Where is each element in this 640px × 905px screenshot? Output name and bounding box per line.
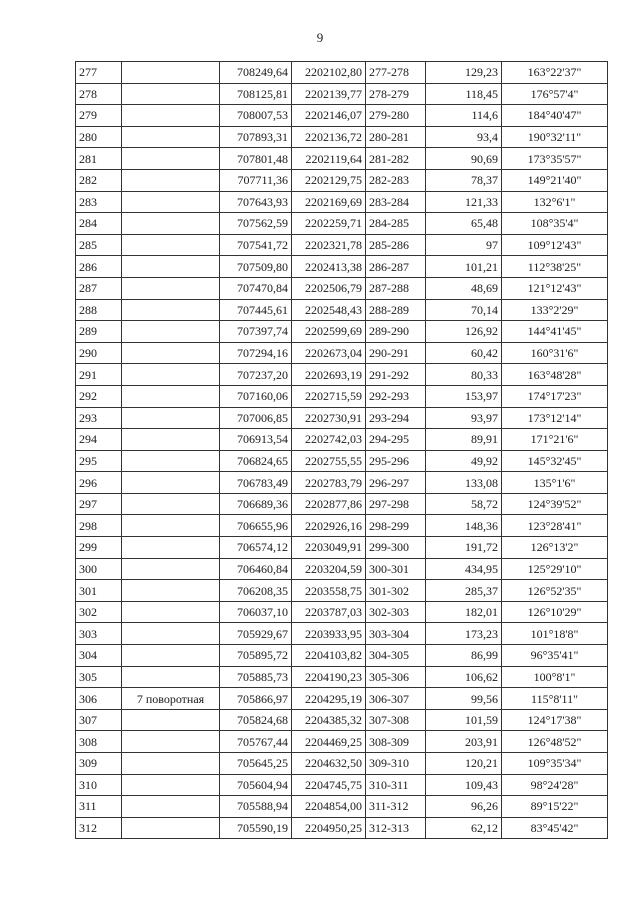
table-row (76, 537, 608, 559)
segment-cell: 286-287 (366, 256, 426, 278)
table-row (76, 148, 608, 170)
distance-cell: 133,08 (426, 472, 502, 494)
point-type-cell (122, 213, 220, 235)
segment-cell: 297-298 (366, 493, 426, 515)
segment-cell: 296-297 (366, 472, 426, 494)
y-coordinate-cell: 2202742,03 (292, 429, 366, 451)
point-number-cell: 302 (76, 601, 122, 623)
distance-cell: 60,42 (426, 342, 502, 364)
point-number-cell: 294 (76, 429, 122, 451)
point-type-cell (122, 83, 220, 105)
direction-angle-cell: 109°35'34" (502, 753, 608, 775)
direction-angle-cell: 132°6'1" (502, 191, 608, 213)
distance-cell: 86,99 (426, 645, 502, 667)
distance-cell: 101,21 (426, 256, 502, 278)
point-number-cell: 312 (76, 817, 122, 839)
direction-angle-cell: 149°21'40" (502, 169, 608, 191)
distance-cell: 62,12 (426, 817, 502, 839)
distance-cell: 203,91 (426, 731, 502, 753)
x-coordinate-cell: 708249,64 (220, 62, 292, 84)
point-number-cell: 278 (76, 83, 122, 105)
x-coordinate-cell: 707562,59 (220, 213, 292, 235)
direction-angle-cell: 121°12'43" (502, 277, 608, 299)
point-number-cell: 281 (76, 148, 122, 170)
distance-cell: 129,23 (426, 62, 502, 84)
segment-cell: 307-308 (366, 709, 426, 731)
table-row (76, 105, 608, 127)
point-number-cell: 296 (76, 472, 122, 494)
distance-cell: 93,97 (426, 407, 502, 429)
direction-angle-cell: 126°52'35" (502, 580, 608, 602)
segment-cell: 278-279 (366, 83, 426, 105)
segment-cell: 305-306 (366, 666, 426, 688)
table-row (76, 126, 608, 148)
distance-cell: 153,97 (426, 385, 502, 407)
x-coordinate-cell: 708125,81 (220, 83, 292, 105)
x-coordinate-cell: 707006,85 (220, 407, 292, 429)
point-type-cell (122, 191, 220, 213)
x-coordinate-cell: 707801,48 (220, 148, 292, 170)
x-coordinate-cell: 707445,61 (220, 299, 292, 321)
segment-cell: 291-292 (366, 364, 426, 386)
y-coordinate-cell: 2202673,04 (292, 342, 366, 364)
segment-cell: 309-310 (366, 753, 426, 775)
direction-angle-cell: 100°8'1" (502, 666, 608, 688)
y-coordinate-cell: 2202169,69 (292, 191, 366, 213)
point-number-cell: 307 (76, 709, 122, 731)
table-row (76, 385, 608, 407)
direction-angle-cell: 108°35'4" (502, 213, 608, 235)
y-coordinate-cell: 2202506,79 (292, 277, 366, 299)
x-coordinate-cell: 705895,72 (220, 645, 292, 667)
y-coordinate-cell: 2202413,38 (292, 256, 366, 278)
table-row (76, 796, 608, 818)
table-row (76, 277, 608, 299)
distance-cell: 106,62 (426, 666, 502, 688)
page-number: 9 (316, 30, 324, 45)
table-row (76, 450, 608, 472)
point-number-cell: 303 (76, 623, 122, 645)
segment-cell: 284-285 (366, 213, 426, 235)
table-row (76, 299, 608, 321)
point-number-cell: 300 (76, 558, 122, 580)
x-coordinate-cell: 705588,94 (220, 796, 292, 818)
table-row (76, 515, 608, 537)
point-number-cell: 309 (76, 753, 122, 775)
y-coordinate-cell: 2202146,07 (292, 105, 366, 127)
x-coordinate-cell: 705929,67 (220, 623, 292, 645)
table-row (76, 623, 608, 645)
distance-cell: 114,6 (426, 105, 502, 127)
y-coordinate-cell: 2204190,23 (292, 666, 366, 688)
table-body (76, 62, 608, 839)
table-row (76, 83, 608, 105)
distance-cell: 109,43 (426, 774, 502, 796)
y-coordinate-cell: 2204295,19 (292, 688, 366, 710)
segment-cell: 295-296 (366, 450, 426, 472)
point-number-cell: 293 (76, 407, 122, 429)
y-coordinate-cell: 2202755,55 (292, 450, 366, 472)
direction-angle-cell: 123°28'41" (502, 515, 608, 537)
point-type-cell (122, 645, 220, 667)
direction-angle-cell: 101°18'8" (502, 623, 608, 645)
table-row (76, 601, 608, 623)
table-row (76, 774, 608, 796)
segment-cell: 308-309 (366, 731, 426, 753)
y-coordinate-cell: 2202321,78 (292, 234, 366, 256)
table-row (76, 666, 608, 688)
direction-angle-cell: 115°8'11" (502, 688, 608, 710)
point-number-cell: 306 (76, 688, 122, 710)
point-type-cell (122, 753, 220, 775)
coordinates-table (75, 61, 608, 839)
segment-cell: 302-303 (366, 601, 426, 623)
point-type-cell (122, 580, 220, 602)
point-number-cell: 285 (76, 234, 122, 256)
segment-cell: 310-311 (366, 774, 426, 796)
direction-angle-cell: 174°17'23" (502, 385, 608, 407)
point-number-cell: 280 (76, 126, 122, 148)
point-type-cell (122, 299, 220, 321)
direction-angle-cell: 126°13'2" (502, 537, 608, 559)
point-number-cell: 295 (76, 450, 122, 472)
table-row (76, 645, 608, 667)
direction-angle-cell: 126°48'52" (502, 731, 608, 753)
distance-cell: 97 (426, 234, 502, 256)
y-coordinate-cell: 2204632,50 (292, 753, 366, 775)
y-coordinate-cell: 2204950,25 (292, 817, 366, 839)
segment-cell: 285-286 (366, 234, 426, 256)
point-type-cell (122, 817, 220, 839)
table-row (76, 558, 608, 580)
distance-cell: 101,59 (426, 709, 502, 731)
y-coordinate-cell: 2202119,64 (292, 148, 366, 170)
x-coordinate-cell: 707237,20 (220, 364, 292, 386)
point-number-cell: 299 (76, 537, 122, 559)
table-row (76, 709, 608, 731)
direction-angle-cell: 98°24'28" (502, 774, 608, 796)
point-number-cell: 283 (76, 191, 122, 213)
direction-angle-cell: 184°40'47" (502, 105, 608, 127)
point-number-cell: 286 (76, 256, 122, 278)
segment-cell: 301-302 (366, 580, 426, 602)
x-coordinate-cell: 705824,68 (220, 709, 292, 731)
point-number-cell: 282 (76, 169, 122, 191)
x-coordinate-cell: 707294,16 (220, 342, 292, 364)
segment-cell: 288-289 (366, 299, 426, 321)
distance-cell: 90,69 (426, 148, 502, 170)
table-row (76, 191, 608, 213)
x-coordinate-cell: 705885,73 (220, 666, 292, 688)
segment-cell: 294-295 (366, 429, 426, 451)
point-number-cell: 291 (76, 364, 122, 386)
table-row (76, 688, 608, 710)
segment-cell: 280-281 (366, 126, 426, 148)
table-row (76, 213, 608, 235)
point-type-cell (122, 234, 220, 256)
point-type-cell (122, 731, 220, 753)
direction-angle-cell: 126°10'29" (502, 601, 608, 623)
point-number-cell: 279 (76, 105, 122, 127)
table-row (76, 493, 608, 515)
segment-cell: 299-300 (366, 537, 426, 559)
point-number-cell: 310 (76, 774, 122, 796)
point-type-cell (122, 537, 220, 559)
segment-cell: 306-307 (366, 688, 426, 710)
y-coordinate-cell: 2204745,75 (292, 774, 366, 796)
table-row (76, 364, 608, 386)
distance-cell: 65,48 (426, 213, 502, 235)
y-coordinate-cell: 2203204,59 (292, 558, 366, 580)
point-number-cell: 297 (76, 493, 122, 515)
direction-angle-cell: 163°22'37" (502, 62, 608, 84)
point-number-cell: 290 (76, 342, 122, 364)
y-coordinate-cell: 2202129,75 (292, 169, 366, 191)
direction-angle-cell: 124°17'38" (502, 709, 608, 731)
segment-cell: 312-313 (366, 817, 426, 839)
x-coordinate-cell: 707893,31 (220, 126, 292, 148)
point-type-cell (122, 429, 220, 451)
point-number-cell: 298 (76, 515, 122, 537)
point-number-cell: 292 (76, 385, 122, 407)
point-number-cell: 277 (76, 62, 122, 84)
distance-cell: 285,37 (426, 580, 502, 602)
point-type-cell (122, 126, 220, 148)
direction-angle-cell: 125°29'10" (502, 558, 608, 580)
point-number-cell: 289 (76, 321, 122, 343)
direction-angle-cell: 133°2'29" (502, 299, 608, 321)
table-row (76, 731, 608, 753)
x-coordinate-cell: 705590,19 (220, 817, 292, 839)
direction-angle-cell: 176°57'4" (502, 83, 608, 105)
point-number-cell: 288 (76, 299, 122, 321)
segment-cell: 298-299 (366, 515, 426, 537)
point-type-cell (122, 148, 220, 170)
y-coordinate-cell: 2202102,80 (292, 62, 366, 84)
x-coordinate-cell: 707541,72 (220, 234, 292, 256)
y-coordinate-cell: 2203933,95 (292, 623, 366, 645)
table-row (76, 580, 608, 602)
segment-cell: 293-294 (366, 407, 426, 429)
distance-cell: 118,45 (426, 83, 502, 105)
segment-cell: 279-280 (366, 105, 426, 127)
distance-cell: 93,4 (426, 126, 502, 148)
distance-cell: 58,72 (426, 493, 502, 515)
point-type-cell (122, 450, 220, 472)
y-coordinate-cell: 2203558,75 (292, 580, 366, 602)
point-type-cell (122, 493, 220, 515)
point-type-cell (122, 774, 220, 796)
distance-cell: 99,56 (426, 688, 502, 710)
point-number-cell: 308 (76, 731, 122, 753)
table-row (76, 62, 608, 84)
point-number-cell: 304 (76, 645, 122, 667)
table-row (76, 256, 608, 278)
direction-angle-cell: 83°45'42" (502, 817, 608, 839)
y-coordinate-cell: 2203787,03 (292, 601, 366, 623)
table-row (76, 817, 608, 839)
table-row (76, 169, 608, 191)
table-row (76, 234, 608, 256)
distance-cell: 80,33 (426, 364, 502, 386)
segment-cell: 283-284 (366, 191, 426, 213)
x-coordinate-cell: 706824,65 (220, 450, 292, 472)
point-type-cell (122, 666, 220, 688)
direction-angle-cell: 173°12'14" (502, 407, 608, 429)
distance-cell: 49,92 (426, 450, 502, 472)
x-coordinate-cell: 706037,10 (220, 601, 292, 623)
direction-angle-cell: 144°41'45" (502, 321, 608, 343)
segment-cell: 289-290 (366, 321, 426, 343)
distance-cell: 78,37 (426, 169, 502, 191)
x-coordinate-cell: 707643,93 (220, 191, 292, 213)
segment-cell: 277-278 (366, 62, 426, 84)
direction-angle-cell: 173°35'57" (502, 148, 608, 170)
segment-cell: 287-288 (366, 277, 426, 299)
x-coordinate-cell: 707711,36 (220, 169, 292, 191)
x-coordinate-cell: 706655,96 (220, 515, 292, 537)
direction-angle-cell: 112°38'25" (502, 256, 608, 278)
distance-cell: 434,95 (426, 558, 502, 580)
segment-cell: 300-301 (366, 558, 426, 580)
x-coordinate-cell: 706783,49 (220, 472, 292, 494)
x-coordinate-cell: 705866,97 (220, 688, 292, 710)
x-coordinate-cell: 706913,54 (220, 429, 292, 451)
point-type-cell (122, 709, 220, 731)
point-number-cell: 284 (76, 213, 122, 235)
direction-angle-cell: 171°21'6" (502, 429, 608, 451)
point-type-cell: 7 поворотная (122, 688, 220, 710)
distance-cell: 173,23 (426, 623, 502, 645)
y-coordinate-cell: 2202139,77 (292, 83, 366, 105)
segment-cell: 304-305 (366, 645, 426, 667)
x-coordinate-cell: 707509,80 (220, 256, 292, 278)
x-coordinate-cell: 706208,35 (220, 580, 292, 602)
distance-cell: 126,92 (426, 321, 502, 343)
point-type-cell (122, 277, 220, 299)
direction-angle-cell: 96°35'41" (502, 645, 608, 667)
point-number-cell: 311 (76, 796, 122, 818)
distance-cell: 70,14 (426, 299, 502, 321)
distance-cell: 89,91 (426, 429, 502, 451)
point-type-cell (122, 169, 220, 191)
direction-angle-cell: 160°31'6" (502, 342, 608, 364)
distance-cell: 48,69 (426, 277, 502, 299)
direction-angle-cell: 109°12'43" (502, 234, 608, 256)
x-coordinate-cell: 705645,25 (220, 753, 292, 775)
y-coordinate-cell: 2202136,72 (292, 126, 366, 148)
table-row (76, 753, 608, 775)
segment-cell: 303-304 (366, 623, 426, 645)
segment-cell: 311-312 (366, 796, 426, 818)
y-coordinate-cell: 2204469,25 (292, 731, 366, 753)
direction-angle-cell: 145°32'45" (502, 450, 608, 472)
table-row (76, 429, 608, 451)
x-coordinate-cell: 705604,94 (220, 774, 292, 796)
x-coordinate-cell: 706689,36 (220, 493, 292, 515)
direction-angle-cell: 135°1'6" (502, 472, 608, 494)
point-type-cell (122, 796, 220, 818)
segment-cell: 292-293 (366, 385, 426, 407)
point-type-cell (122, 407, 220, 429)
table-row (76, 472, 608, 494)
x-coordinate-cell: 707397,74 (220, 321, 292, 343)
segment-cell: 282-283 (366, 169, 426, 191)
point-type-cell (122, 62, 220, 84)
x-coordinate-cell: 707470,84 (220, 277, 292, 299)
y-coordinate-cell: 2204103,82 (292, 645, 366, 667)
direction-angle-cell: 163°48'28" (502, 364, 608, 386)
point-type-cell (122, 385, 220, 407)
distance-cell: 191,72 (426, 537, 502, 559)
y-coordinate-cell: 2202259,71 (292, 213, 366, 235)
y-coordinate-cell: 2202715,59 (292, 385, 366, 407)
y-coordinate-cell: 2202599,69 (292, 321, 366, 343)
segment-cell: 281-282 (366, 148, 426, 170)
point-type-cell (122, 364, 220, 386)
y-coordinate-cell: 2202926,16 (292, 515, 366, 537)
distance-cell: 148,36 (426, 515, 502, 537)
distance-cell: 120,21 (426, 753, 502, 775)
x-coordinate-cell: 707160,06 (220, 385, 292, 407)
direction-angle-cell: 124°39'52" (502, 493, 608, 515)
point-type-cell (122, 515, 220, 537)
y-coordinate-cell: 2202783,79 (292, 472, 366, 494)
y-coordinate-cell: 2202730,91 (292, 407, 366, 429)
y-coordinate-cell: 2204385,32 (292, 709, 366, 731)
point-type-cell (122, 472, 220, 494)
x-coordinate-cell: 706574,12 (220, 537, 292, 559)
table-row (76, 342, 608, 364)
y-coordinate-cell: 2202693,19 (292, 364, 366, 386)
table-row (76, 321, 608, 343)
y-coordinate-cell: 2204854,00 (292, 796, 366, 818)
point-type-cell (122, 558, 220, 580)
y-coordinate-cell: 2202548,43 (292, 299, 366, 321)
x-coordinate-cell: 705767,44 (220, 731, 292, 753)
point-type-cell (122, 321, 220, 343)
segment-cell: 290-291 (366, 342, 426, 364)
point-type-cell (122, 105, 220, 127)
direction-angle-cell: 89°15'22" (502, 796, 608, 818)
direction-angle-cell: 190°32'11" (502, 126, 608, 148)
table-row (76, 407, 608, 429)
x-coordinate-cell: 708007,53 (220, 105, 292, 127)
distance-cell: 182,01 (426, 601, 502, 623)
point-type-cell (122, 256, 220, 278)
point-type-cell (122, 623, 220, 645)
point-type-cell (122, 601, 220, 623)
distance-cell: 121,33 (426, 191, 502, 213)
point-type-cell (122, 342, 220, 364)
point-number-cell: 301 (76, 580, 122, 602)
point-number-cell: 305 (76, 666, 122, 688)
point-number-cell: 287 (76, 277, 122, 299)
x-coordinate-cell: 706460,84 (220, 558, 292, 580)
y-coordinate-cell: 2202877,86 (292, 493, 366, 515)
y-coordinate-cell: 2203049,91 (292, 537, 366, 559)
distance-cell: 96,26 (426, 796, 502, 818)
